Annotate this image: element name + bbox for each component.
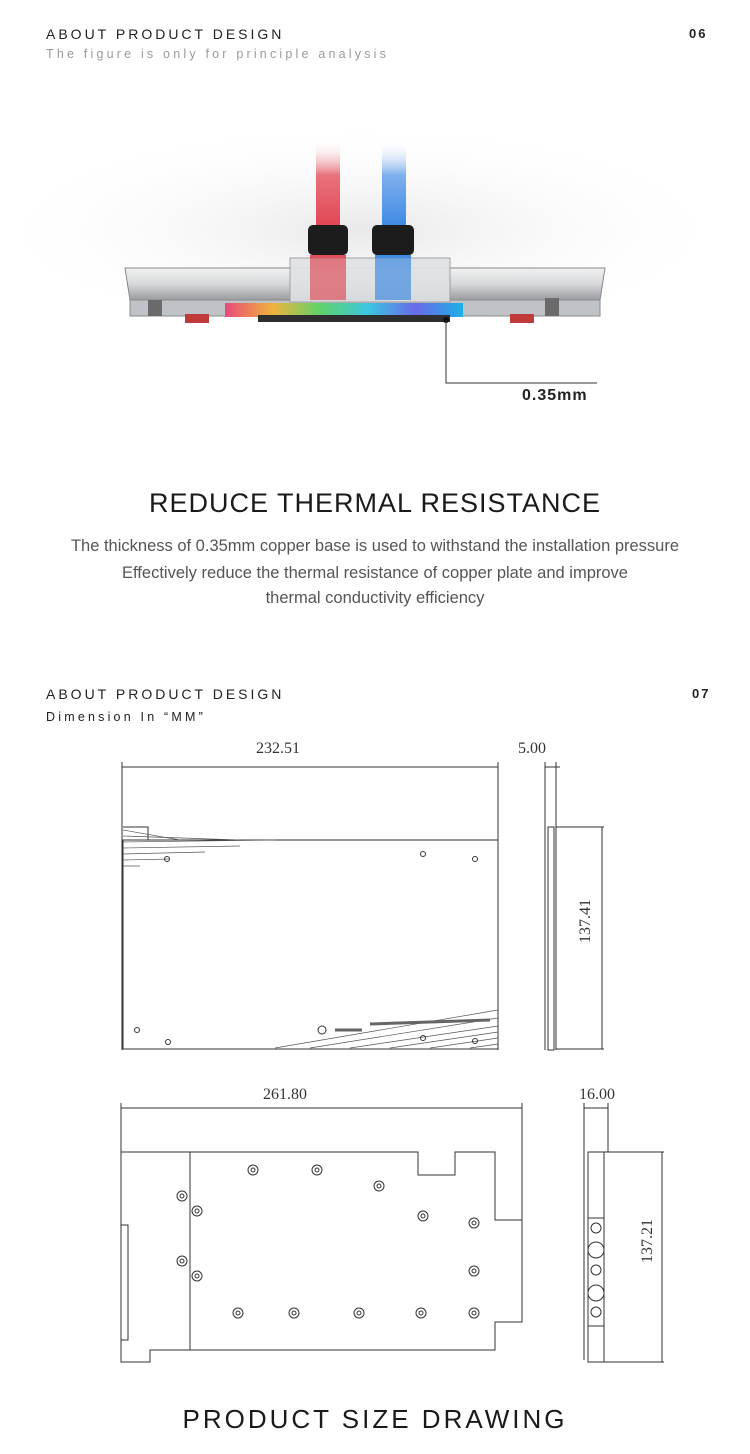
description-line-3: thermal conductivity efficiency <box>265 589 485 607</box>
product-size-drawing-title: PRODUCT SIZE DRAWING <box>182 1404 568 1434</box>
top-front-view <box>122 762 498 1050</box>
top-side-view <box>545 762 604 1050</box>
copper-thickness-label: 0.35mm <box>522 387 588 404</box>
section1-subtitle: The figure is only for principle analysis <box>46 47 390 61</box>
top-width-dimension: 232.51 <box>256 740 300 757</box>
bottom-thickness-dimension: 16.00 <box>579 1086 615 1103</box>
description-line-2: Effectively reduce the thermal resistance of copper plate and improve <box>122 564 628 582</box>
section1-page-number: 06 <box>689 26 708 41</box>
headline-reduce-thermal: REDUCE THERMAL RESISTANCE <box>148 488 602 518</box>
left-fitting <box>308 225 348 255</box>
bottom-height-dimension: 137.21 <box>639 1219 656 1263</box>
bottom-width-dimension: 261.80 <box>263 1086 307 1103</box>
section2-page-number: 07 <box>692 686 711 701</box>
right-fitting <box>372 225 414 255</box>
water-block-illustration <box>0 0 750 440</box>
copper-base <box>258 315 450 322</box>
section2-title: ABOUT PRODUCT DESIGN <box>46 686 285 702</box>
top-thickness-dimension: 5.00 <box>518 740 546 757</box>
section2-subtitle: Dimension In “MM” <box>46 710 206 724</box>
description-line-1: The thickness of 0.35mm copper base is used to withstand the installation pressure <box>70 537 680 555</box>
section1-title: ABOUT PRODUCT DESIGN <box>46 26 285 42</box>
top-height-dimension: 137.41 <box>577 899 594 943</box>
bottom-front-view <box>121 1103 522 1362</box>
rgb-strip <box>225 303 463 317</box>
